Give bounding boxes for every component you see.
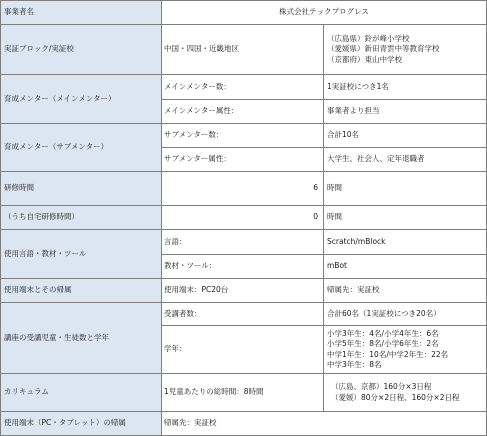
curriculum-schedule (327, 374, 485, 411)
language-label: 言語： (164, 236, 187, 246)
training-hours-value: 6 (313, 183, 318, 193)
home-training-label: （うち自宅研修時間） (4, 212, 79, 222)
grade-item: 中学1年生：10名/中学2年生：22名 (327, 349, 449, 359)
training-hours-label: 研修時間 (4, 183, 34, 193)
grade-item: 小学3年生：4名/小学4年生：6名 (327, 328, 439, 338)
grade-item: 小学5年生：8名/小学6年生：2名 (327, 339, 439, 348)
device-owner-value: 帰属先：実証校 (164, 418, 217, 428)
grid-line (323, 24, 324, 411)
region-label: 実証ブロック/実証校 (4, 44, 74, 54)
sub-mentor-attr-label: サブメンター属性： (164, 154, 231, 164)
device-owner-label: 使用端末（PC・タブレット）の帰属 (4, 418, 126, 428)
main-mentor-count-value: 1実証校につき1名 (327, 81, 389, 91)
grade-label: 学年： (164, 344, 187, 354)
school-item: （愛媛県）新田青雲中等教育学校 (327, 44, 440, 54)
school-item: （広島県）鈴が峰小学校 (327, 33, 410, 43)
sub-mentor-count-value: 合計10名 (327, 130, 360, 140)
main-mentor-count-label: メインメンター数： (164, 81, 231, 91)
training-hours-unit: 時間 (327, 183, 342, 193)
curriculum-label: カリキュラム (4, 387, 49, 397)
material-value: mBot (327, 261, 347, 271)
grid-line (161, 0, 162, 436)
language-value: Scratch/mBlock (327, 236, 386, 246)
schedule-item: （愛媛）80分×2日程、160分×2日程 (331, 392, 460, 402)
region-area: 中国・四国・近畿地区 (164, 44, 239, 54)
grade-item: 中学3年生：8名 (327, 360, 382, 369)
main-mentor-label: 育成メンター（メインメンター） (4, 93, 116, 103)
grid-line (0, 0, 1, 436)
grade-list (327, 326, 485, 373)
sub-mentor-count-label: サブメンター数： (164, 130, 224, 140)
device-value: 使用端末：PC20台 (164, 285, 229, 295)
business-name-value: 株式会社テックプログレス (279, 7, 369, 17)
main-mentor-attr-label: メインメンター属性： (164, 106, 239, 116)
students-count-value: 合計60名（1実証校につき20名） (327, 308, 441, 318)
device-label: 使用端末とその帰属 (4, 285, 72, 295)
school-item: （京都府）東山中学校 (327, 54, 402, 64)
students-count-label: 受講者数： (164, 308, 202, 318)
tools-label: 使用言語・教材・ツール (4, 248, 87, 258)
business-name-label: 事業者名 (4, 7, 34, 17)
home-training-unit: 時間 (327, 212, 342, 222)
sub-mentor-attr-value: 大学生、社会人、定年退職者 (327, 154, 425, 164)
main-mentor-attr-value: 事業者より担当 (327, 106, 380, 116)
region-schools (327, 25, 485, 74)
home-training-value: 0 (313, 212, 318, 222)
material-label: 教材・ツール： (164, 261, 217, 271)
sub-mentor-label: 育成メンター（サブメンター） (4, 142, 109, 152)
device-owner: 帰属先：実証校 (327, 285, 380, 295)
students-label: 講座の受講児童・生徒数と学年 (4, 332, 109, 342)
schedule-item: （広島、京都）160分×3日程 (331, 382, 432, 391)
curriculum-total: 1児童あたりの総時間：8時間 (164, 387, 264, 397)
